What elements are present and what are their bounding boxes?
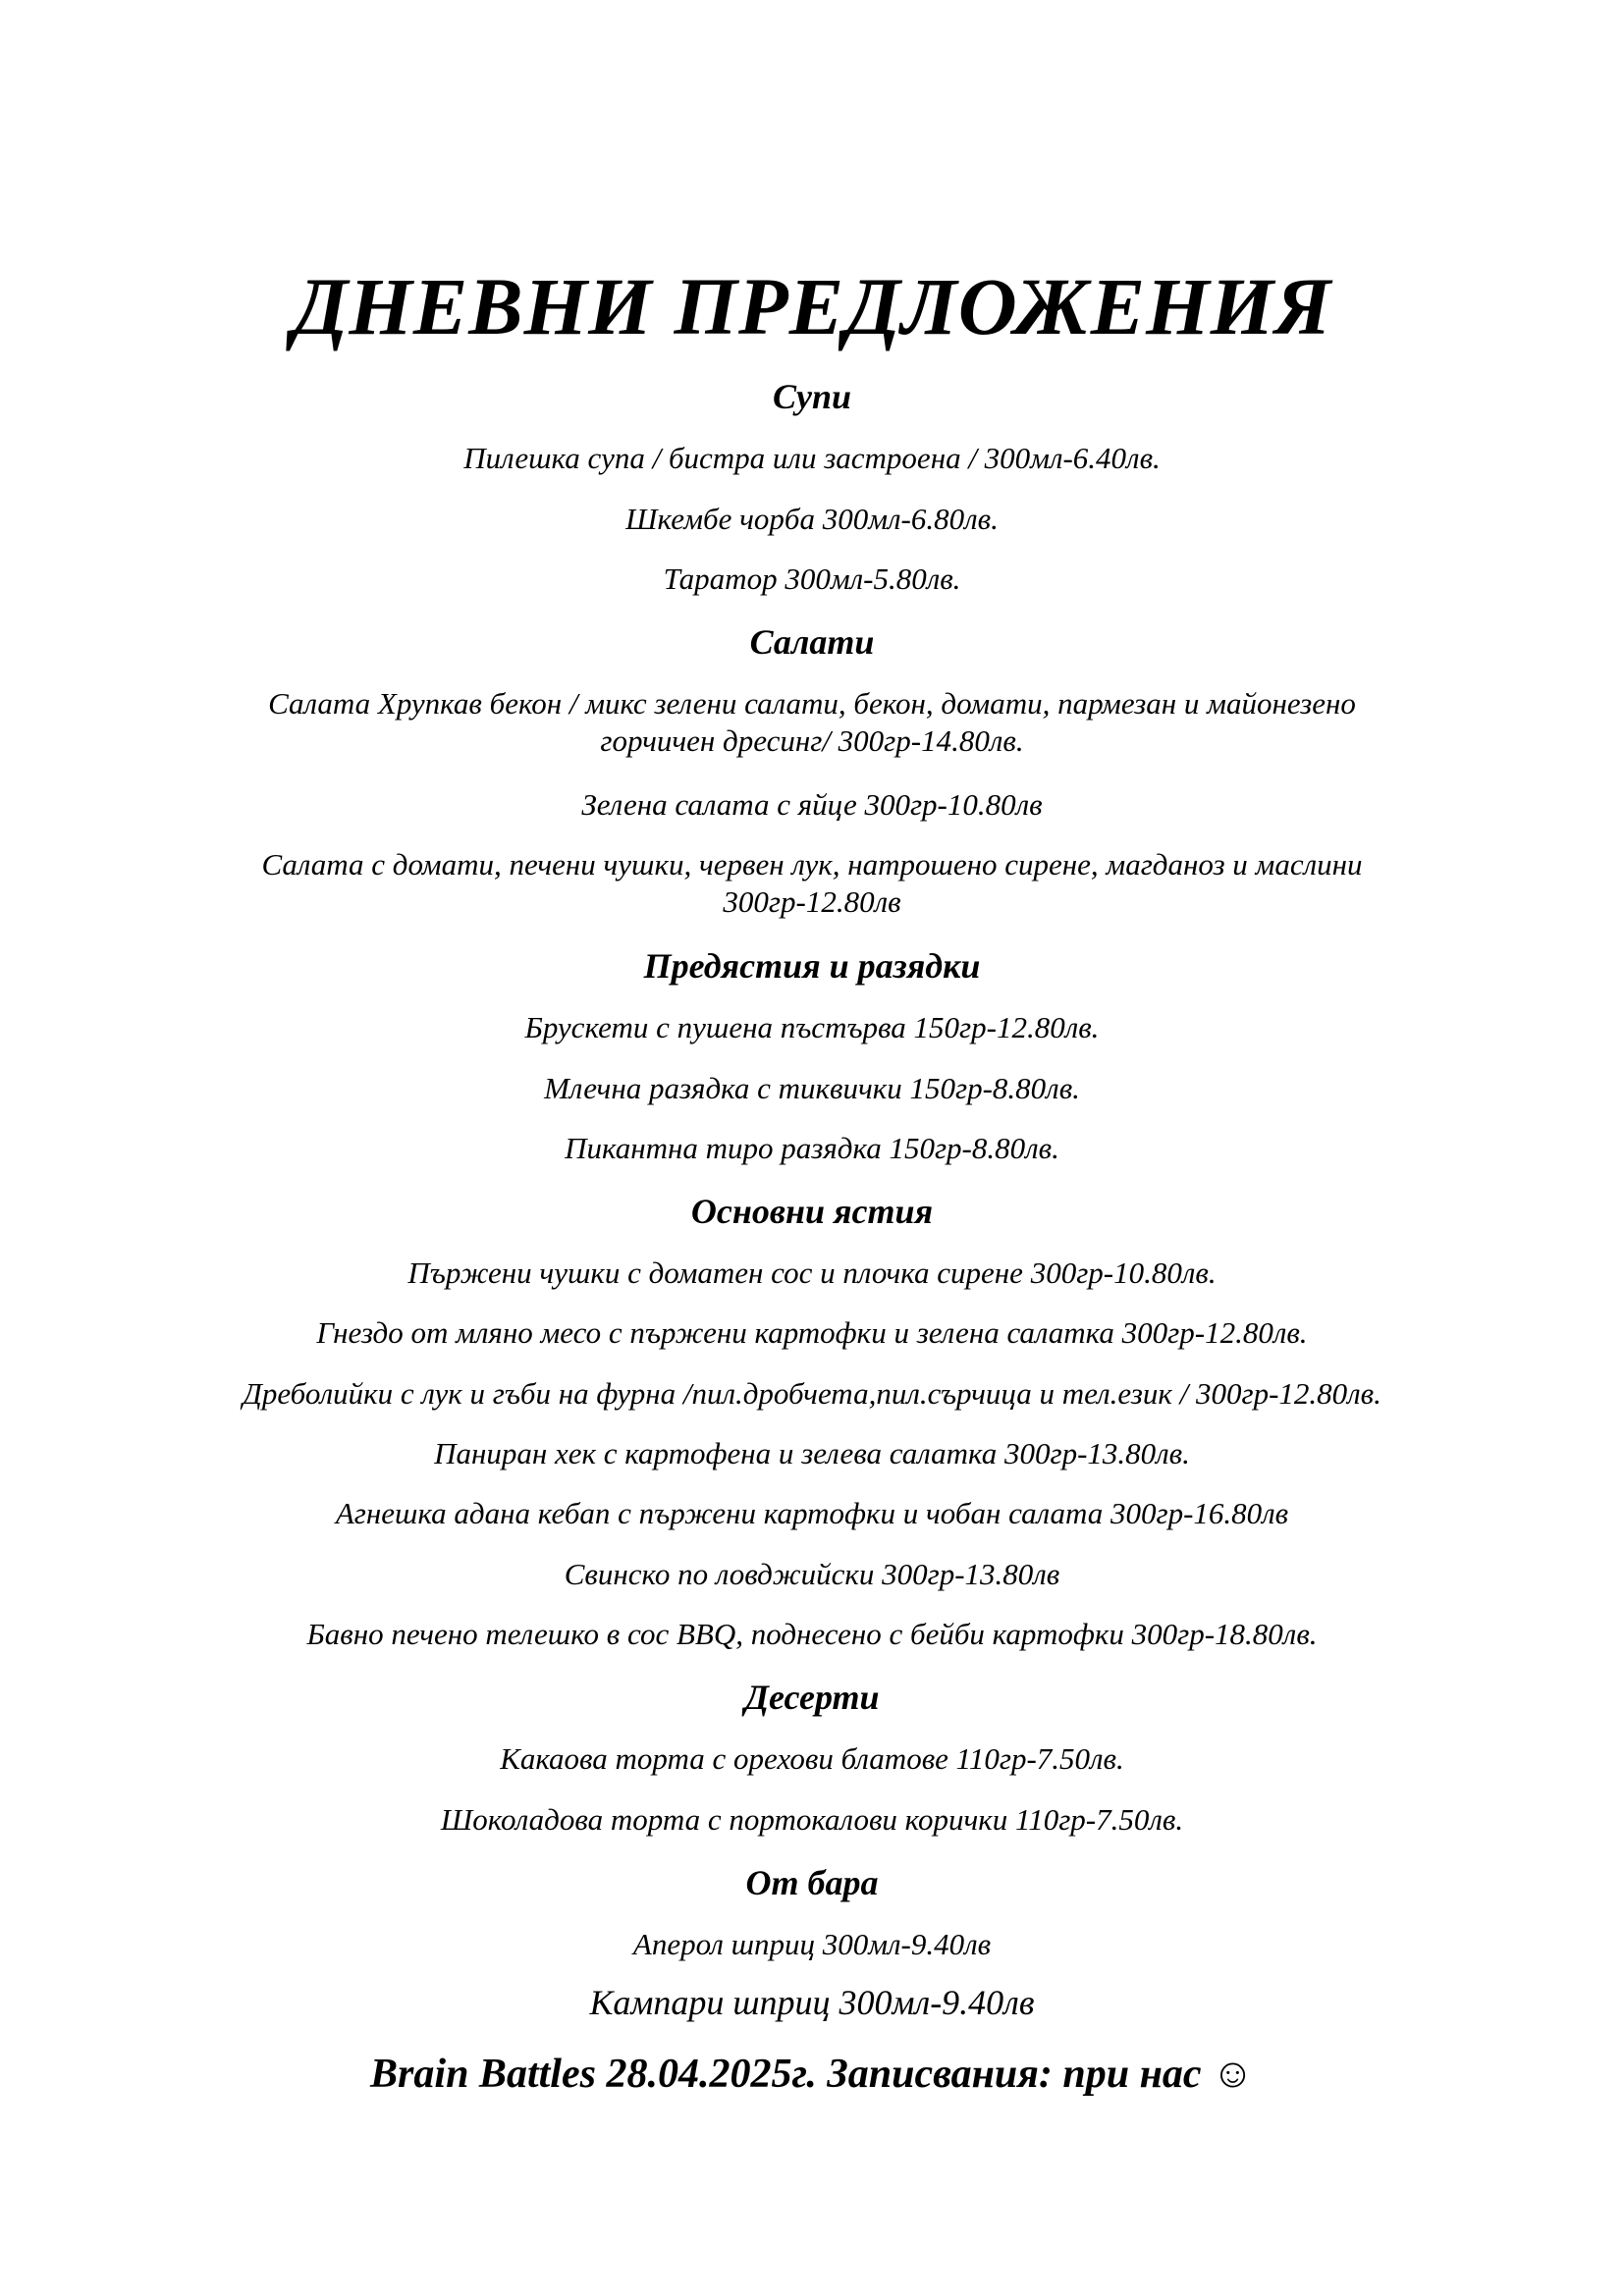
- menu-item: Зелена салата с яйце 300гр-10.80лв: [581, 787, 1043, 822]
- section-heading-desserts: Десерти: [744, 1678, 880, 1717]
- menu-item: Кампари шприц 300мл-9.40лв: [589, 1983, 1035, 2022]
- menu-item: Млечна разядка с тиквички 150гр-8.80лв.: [544, 1071, 1080, 1105]
- menu-item: Дреболийки с лук и гъби на фурна /пил.дробчета,пил.сърчица и тел.език / 300гр-12.80лв.: [243, 1376, 1381, 1411]
- menu-item: Агнешка адана кебап с пържени картофки и чобан салата 300гр-16.80лв: [335, 1496, 1289, 1530]
- menu-item: Паниран хек с картофена и зелева салатка 300гр-13.80лв.: [434, 1436, 1190, 1470]
- section-heading-starters: Предястия и разядки: [643, 946, 981, 986]
- menu-item: Брускети с пушена пъстърва 150гр-12.80лв.: [524, 1010, 1100, 1044]
- menu-item: Гнездо от мляно месо с пържени картофки и зелена салатка 300гр-12.80лв.: [316, 1315, 1308, 1350]
- section-heading-mains: Основни ястия: [690, 1192, 934, 1231]
- menu-item-continued: 300гр-12.80лв: [723, 884, 901, 919]
- section-heading-bar: От бара: [745, 1863, 879, 1902]
- menu-item: Салата с домати, печени чушки, червен лук, натрошено сирене, магданоз и маслини: [261, 847, 1363, 881]
- menu-item: Шоколадова торта с портокалови корички 110гр-7.50лв.: [440, 1802, 1184, 1837]
- section-heading-salads: Салати: [749, 622, 875, 662]
- menu-item: Пилешка супа / бистра или застроена / 300мл-6.40лв.: [463, 441, 1161, 475]
- menu-item: Таратор 300мл-5.80лв.: [663, 561, 961, 596]
- menu-item: Бавно печено телешко в сос BBQ, поднесено с бейби картофки 300гр-18.80лв.: [306, 1617, 1318, 1651]
- event-announcement: Brain Battles 28.04.2025г. Записвания: при нас ☺: [370, 2052, 1254, 2097]
- menu-item: Свинско по ловджийски 300гр-13.80лв: [564, 1557, 1060, 1591]
- menu-item: Шкембе чорба 300мл-6.80лв.: [625, 502, 999, 536]
- menu-item: Аперол шприц 300мл-9.40лв: [632, 1927, 992, 1961]
- section-heading-soups: Супи: [772, 377, 852, 416]
- page-title: ДНЕВНИ ПРЕДЛОЖЕНИЯ: [292, 261, 1332, 351]
- menu-item: Какаова торта с орехови блатове 110гр-7.50лв.: [500, 1741, 1124, 1776]
- menu-item-continued: горчичен дресинг/ 300гр-14.80лв.: [600, 723, 1024, 758]
- menu-item: Пикантна тиро разядка 150гр-8.80лв.: [565, 1131, 1059, 1165]
- menu-item: Пържени чушки с доматен сос и плочка сирене 300гр-10.80лв.: [407, 1255, 1217, 1290]
- menu-item: Салата Хрупкав бекон / микс зелени салати, бекон, домати, пармезан и майонезено: [268, 686, 1356, 721]
